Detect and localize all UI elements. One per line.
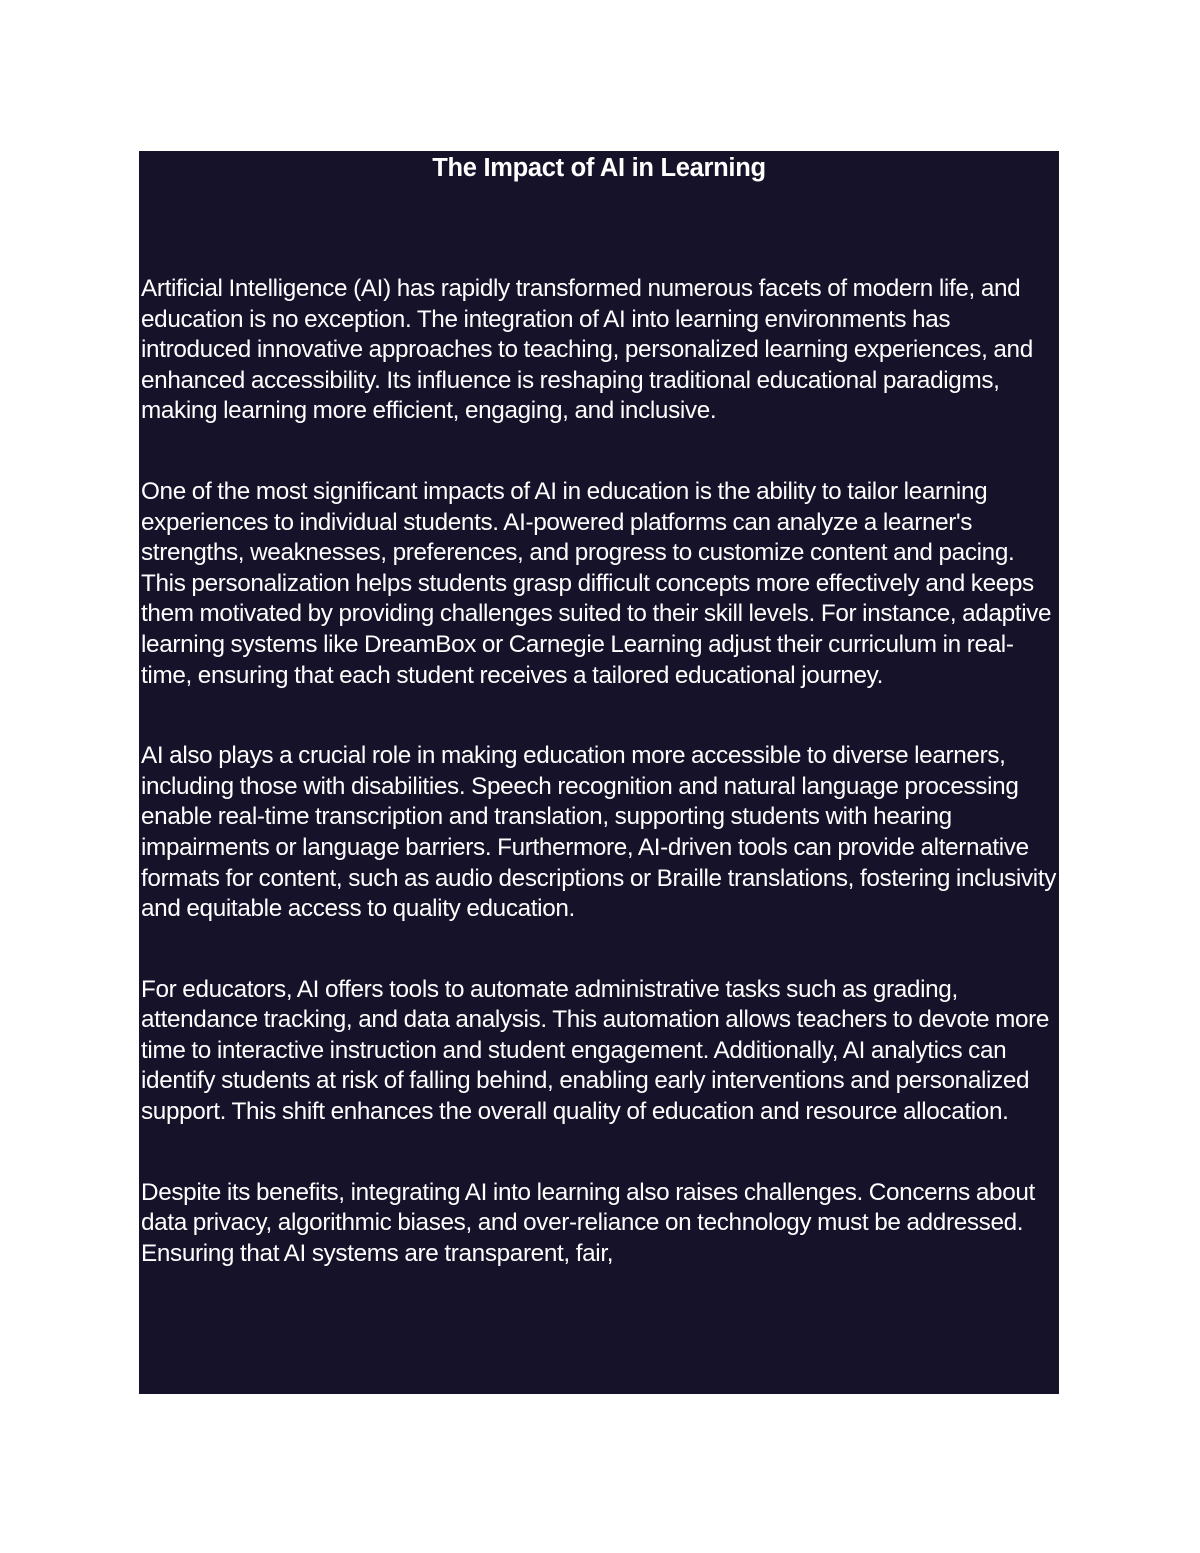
document-body — [141, 274, 1059, 1319]
highlighted-text-block — [139, 151, 1059, 1394]
paragraph-challenges: Despite its benefits, integrating AI into learning also raises challenges. Concerns about data privacy, algorithmic biases, and over-reliance on technology must be addressed. Ensuring that AI systems are transparent, fair, — [141, 1178, 1035, 1267]
paragraph-personalization: One of the most significant impacts of AI in education is the ability to tailor learning experiences to individual students. AI-powered platforms can analyze a learner's strengths, weaknesses, preferences, and progress to customize content and pacing. This personalization helps students grasp difficult concepts more effectively and keeps them motivated by providing challenges suited to their skill levels. For instance, adaptive learning systems like DreamBox or Carnegie Learning adjust their curriculum in real-time, ensuring that each student receives a tailored educational journey. — [141, 477, 1052, 689]
paragraph-educators: For educators, AI offers tools to automate administrative tasks such as grading, attendance tracking, and data analysis. This automation allows teachers to devote more time to interactive instruction and student engagement. Additionally, AI analytics can identify students at risk of falling behind, enabling early interventions and personalized support. This shift enhances the overall quality of education and resource allocation. — [141, 975, 1050, 1126]
document-title: The Impact of AI in Learning — [432, 154, 766, 182]
paragraph-introduction: Artificial Intelligence (AI) has rapidly transformed numerous facets of modern life, and education is no exception. The integration of AI into learning environments has introduced innovative approaches to teaching, personalized learning experiences, and enhanced accessibility. Its influence is reshaping traditional educational paradigms, making learning more efficient, engaging, and inclusive. — [141, 275, 1033, 425]
paragraph-accessibility: AI also plays a crucial role in making education more accessible to diverse learners, including those with disabilities. Speech recognition and natural language processing enable real-time transcription and translation, supporting students with hearing impairments or language barriers. Furthermore, AI-driven tools can provide alternative formats for content, such as audio descriptions or Braille translations, fostering inclusivity and equitable access to quality education. — [141, 742, 1057, 923]
